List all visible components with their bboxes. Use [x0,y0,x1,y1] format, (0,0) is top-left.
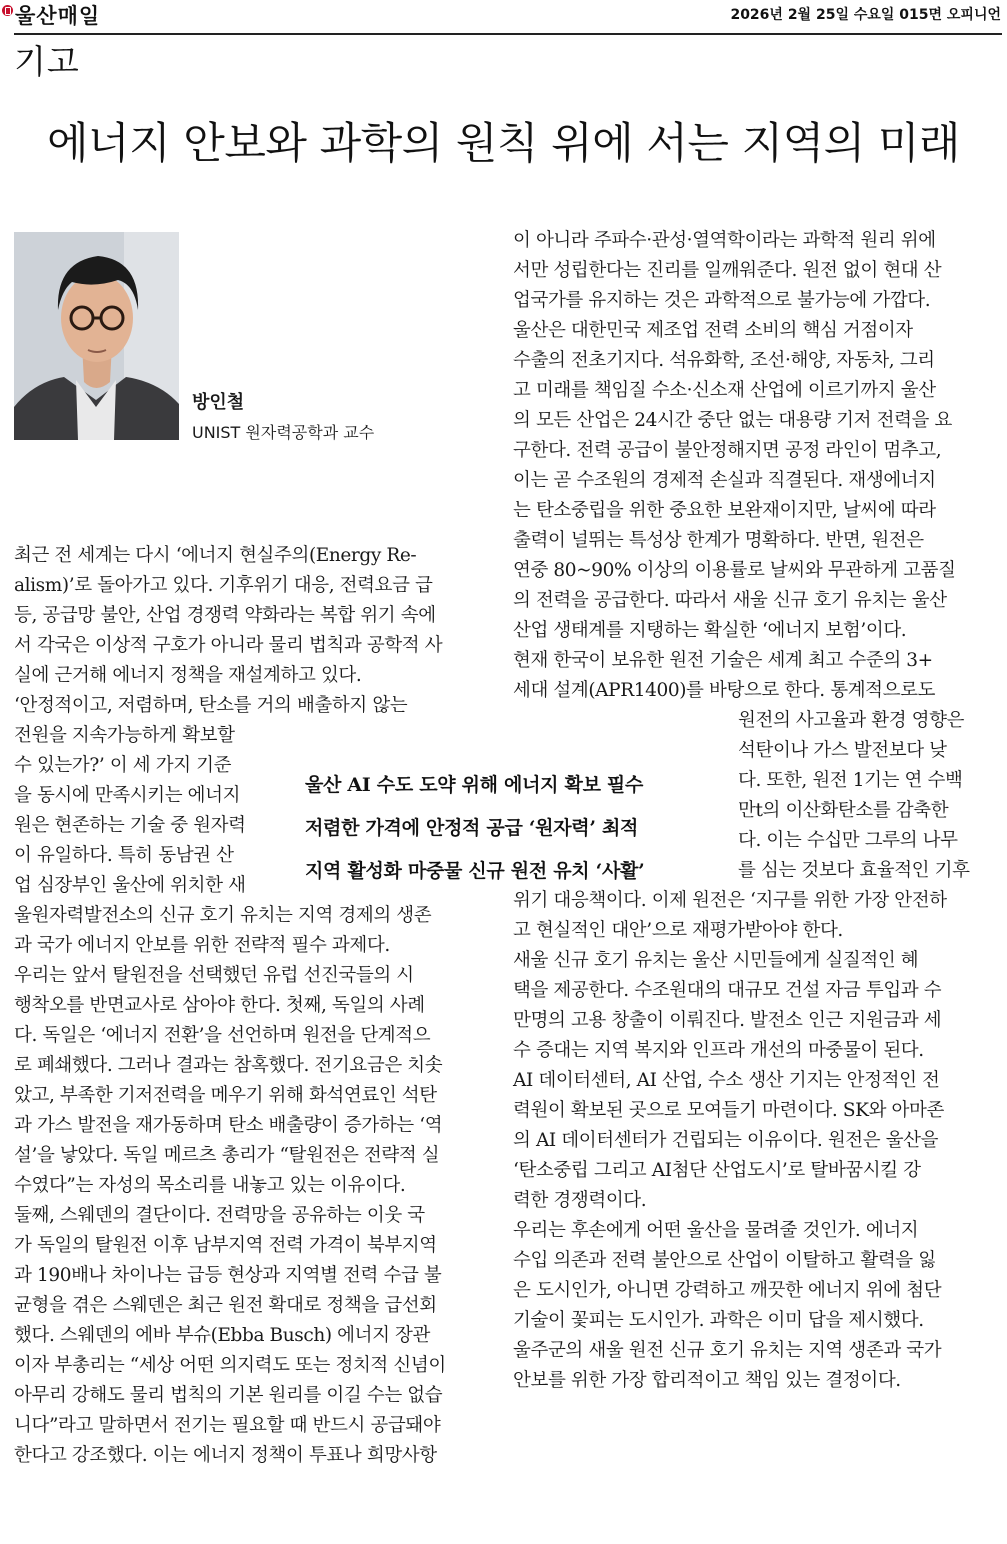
article-line: 과 국가 에너지 안보를 위한 전략적 필수 과제다. [14,935,390,956]
article-line: 우리는 후손에게 어떤 울산을 물려줄 것인가. 에너지 [513,1220,919,1241]
article-line: 구한다. 전력 공급이 불안정해지면 공정 라인이 멈추고, [513,440,942,461]
article-line: 만명의 고용 창출이 이뤄진다. 발전소 인근 지원금과 세 [513,1010,942,1031]
article-line: 둘째, 스웨덴의 결단이다. 전력망을 공유하는 이웃 국 [14,1205,425,1226]
article-line: 서 각국은 이상적 구호가 아니라 물리 법칙과 공학적 사 [14,635,443,656]
article-line: 기술이 꽃피는 도시인가. 과학은 이미 답을 제시했다. [513,1310,924,1331]
article-line: 력한 경쟁력이다. [513,1190,647,1211]
article-line: 울원자력발전소의 신규 호기 유치는 지역 경제의 생존 [14,905,432,926]
article-line: 수 있는가?’ 이 세 가지 기준 [14,755,232,776]
article-line: ‘안정적이고, 저렴하며, 탄소를 거의 배출하지 않는 [14,695,408,716]
article-line: 원은 현존하는 기술 중 원자력 [14,815,246,836]
article-line: 는 탄소중립을 위한 중요한 보완재이지만, 날씨에 따라 [513,500,936,521]
article-line: 현재 한국이 보유한 원전 기술은 세계 최고 수준의 3+ [513,650,933,671]
article-line: 새울 신규 호기 유치는 울산 시민들에게 실질적인 혜 [513,950,919,971]
article-line: 산업 생태계를 지탱하는 확실한 ‘에너지 보험’이다. [513,620,907,641]
article-line: 의 AI 데이터센터가 건립되는 이유이다. 원전은 울산을 [513,1130,939,1151]
article-line: 석탄이나 가스 발전보다 낮 [738,740,947,761]
article-line: 이는 곧 수조원의 경제적 손실과 직결된다. 재생에너지 [513,470,936,491]
article-line: 과 가스 발전을 재가동하며 탄소 배출량이 증가하는 ‘역 [14,1115,443,1136]
article-line: 등, 공급망 불안, 산업 경쟁력 약화라는 복합 위기 속에 [14,605,436,626]
pullquote-line: 지역 활성화 마중물 신규 원전 유치 ‘사활’ [305,860,645,882]
pullquote-line: 울산 AI 수도 도약 위해 에너지 확보 필수 [305,774,644,796]
article-line: 수입 의존과 전력 불안으로 산업이 이탈하고 활력을 잃 [513,1250,936,1271]
article-line: 업 심장부인 울산에 위치한 새 [14,875,246,896]
article-line: 최근 전 세계는 다시 ‘에너지 현실주의(Energy Re- [14,545,417,566]
article-line: 이자 부총리는 “세상 어떤 의지력도 또는 정치적 신념이 [14,1355,446,1376]
article-line: alism)’로 돌아가고 있다. 기후위기 대응, 전력요금 급 [14,575,433,596]
article-line: 다. 또한, 원전 1기는 연 수백 [738,770,963,791]
article-line: ‘탄소중립 그리고 AI첨단 산업도시’로 탈바꿈시킬 강 [513,1160,921,1181]
article-line: 했다. 스웨덴의 에바 부슈(Ebba Busch) 에너지 장관 [14,1325,430,1346]
masthead [0,0,1007,34]
article-line: 업국가를 유지하는 것은 과학적으로 불가능에 가깝다. [513,290,931,311]
article-line: 행착오를 반면교사로 삼아야 한다. 첫째, 독일의 사례 [14,995,425,1016]
article-line: 실에 근거해 에너지 정책을 재설계하고 있다. [14,665,362,686]
logo-icon [2,5,13,16]
article-line: 의 모든 산업은 24시간 중단 없는 대용량 기저 전력을 요 [513,410,952,431]
article-line: 원전의 사고율과 환경 영향은 [738,710,965,731]
author-name: 방인철 [192,392,245,413]
article-line: 다. 이는 수십만 그루의 나무 [738,830,958,851]
article-line: 력원이 확보된 곳으로 모여들기 마련이다. SK와 아마존 [513,1100,944,1121]
article-line: 균형을 겪은 스웨덴은 최근 원전 확대로 정책을 급선회 [14,1295,437,1316]
author-photo [14,232,179,440]
logo-text: 울산매일 [15,4,101,28]
article-line: 위기 대응책이다. 이제 원전은 ‘지구를 위한 가장 안전하 [513,890,947,911]
article-line: 다. 독일은 ‘에너지 전환’을 선언하며 원전을 단계적으 [14,1025,431,1046]
article-line: 가 독일의 탈원전 이후 남부지역 전력 가격이 북부지역 [14,1235,437,1256]
portrait-illustration [14,232,179,440]
article-line: 한다고 강조했다. 이는 에너지 정책이 투표나 희망사항 [14,1445,437,1466]
article-line: 니다”라고 말하면서 전기는 필요할 때 반드시 공급돼야 [14,1415,441,1436]
headline: 에너지 안보와 과학의 원칙 위에 서는 지역의 미래 [47,119,960,169]
section-label: 기고 [14,42,80,81]
article-line: 수였다”는 자성의 목소리를 내놓고 있는 이유이다. [14,1175,406,1196]
article-line: 전원을 지속가능하게 확보할 [14,725,235,746]
article-line: 을 동시에 만족시키는 에너지 [14,785,241,806]
article-line: 과 190배나 차이나는 급등 현상과 지역별 전력 수급 불 [14,1265,442,1286]
pullquote-line: 저렴한 가격에 안정적 공급 ‘원자력’ 최적 [305,817,639,839]
newspaper-logo[interactable] [2,2,100,28]
article-line: 울주군의 새울 원전 신규 호기 유치는 지역 생존과 국가 [513,1340,942,1361]
article-line: 의 전력을 공급한다. 따라서 새울 신규 호기 유치는 울산 [513,590,947,611]
article-line: AI 데이터센터, AI 산업, 수소 생산 기지는 안정적인 전 [513,1070,940,1091]
article-line: 이 유일하다. 특히 동남권 산 [14,845,234,866]
article-line: 수출의 전초기지다. 석유화학, 조선·해양, 자동차, 그리 [513,350,935,371]
article-line: 연중 80~90% 이상의 이용률로 날씨와 무관하게 고품질 [513,560,956,581]
article-line: 우리는 앞서 탈원전을 선택했던 유럽 선진국들의 시 [14,965,414,986]
article-line: 울산은 대한민국 제조업 전력 소비의 핵심 거점이자 [513,320,913,341]
article-line: 았고, 부족한 기저전력을 메우기 위해 화석연료인 석탄 [14,1085,437,1106]
article-line: 택을 제공한다. 수조원대의 대규모 건설 자금 투입과 수 [513,980,942,1001]
article-line: 를 심는 것보다 효율적인 기후 [738,860,970,881]
article-line: 출력이 널뛰는 특성상 한계가 명확하다. 반면, 원전은 [513,530,924,551]
article-line: 고 미래를 책임질 수소·신소재 산업에 이르기까지 울산 [513,380,936,401]
article-line: 설’을 낳았다. 독일 메르츠 총리가 “탈원전은 전략적 실 [14,1145,440,1166]
article-line: 만t의 이산화탄소를 감축한 [738,800,949,821]
article-line: 수 증대는 지역 복지와 인프라 개선의 마중물이 된다. [513,1040,924,1061]
article-line: 고 현실적인 대안’으로 재평가받아야 한다. [513,920,843,941]
article-line: 서만 성립한다는 진리를 일깨워준다. 원전 없이 현대 산 [513,260,942,281]
article-line: 은 도시인가, 아니면 강력하고 깨끗한 에너지 위에 첨단 [513,1280,942,1301]
author-title: UNIST 원자력공학과 교수 [192,423,375,442]
article-line: 이 아니라 주파수·관성·열역학이라는 과학적 원리 위에 [513,230,936,251]
article-line: 아무리 강해도 물리 법칙의 기본 원리를 이길 수는 없습 [14,1385,443,1406]
article-line: 세대 설계(APR1400)를 바탕으로 한다. 통계적으로도 [513,680,936,701]
dateline: 2026년 2월 25일 수요일 015면 오피니언 [730,7,1001,23]
article-line: 로 폐쇄했다. 그러나 결과는 참혹했다. 전기요금은 치솟 [14,1055,443,1076]
top-rule [14,33,1002,35]
article-line: 안보를 위한 가장 합리적이고 책임 있는 결정이다. [513,1370,901,1391]
